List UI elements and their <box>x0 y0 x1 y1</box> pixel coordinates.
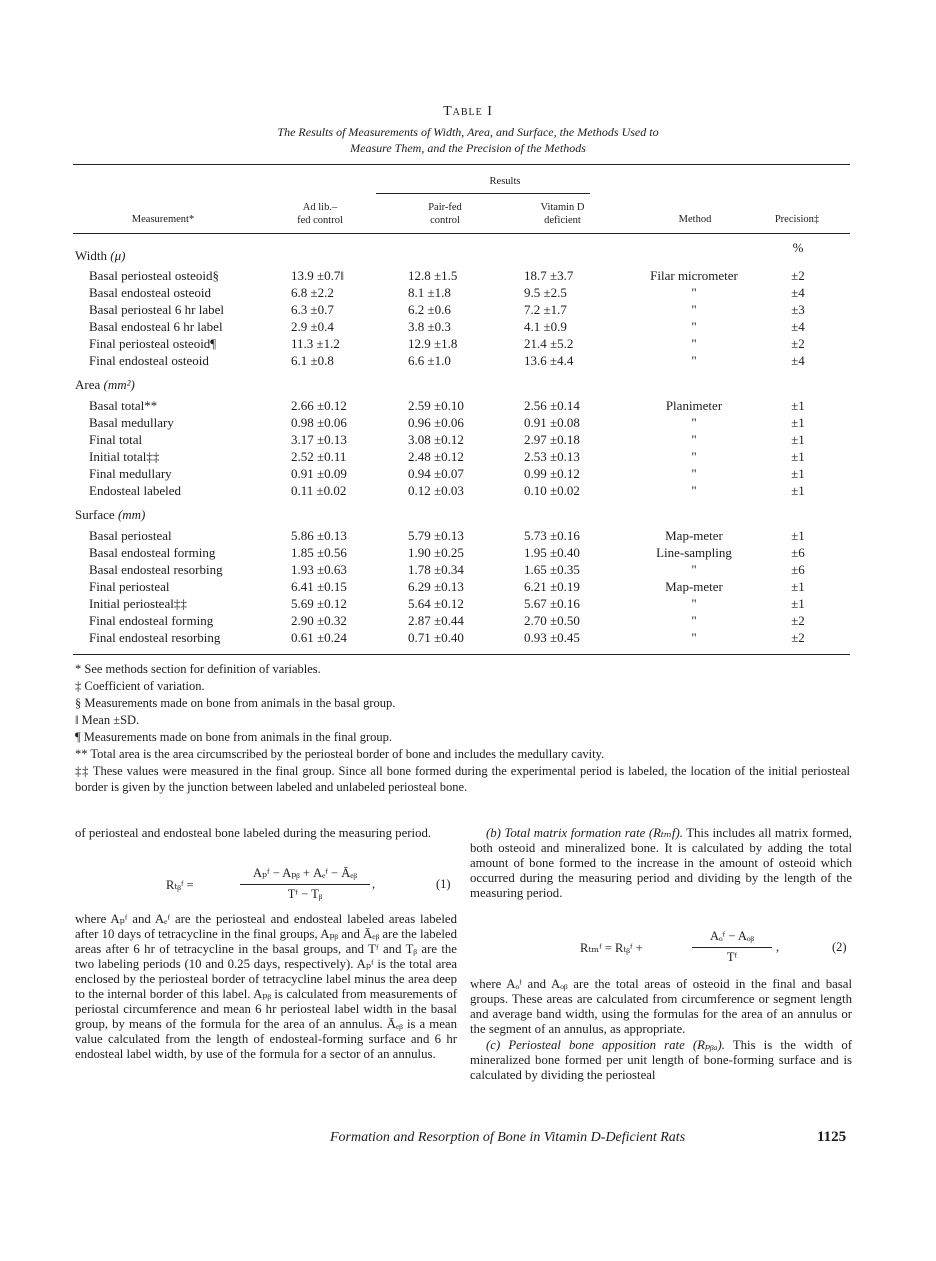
vitd-header-line: deficient <box>544 215 581 226</box>
measurement-cell: Final periosteal <box>89 579 170 594</box>
section-title: Area <box>75 377 101 392</box>
pairfed-cell: 2.87 ±0.44 <box>408 613 464 628</box>
vitd-cell: 1.95 ±0.40 <box>524 545 580 560</box>
method-cell: " <box>691 483 697 498</box>
footnote: ¶ Measurements made on bone from animals in the final group. <box>75 730 393 744</box>
vitd-cell: 0.10 ±0.02 <box>524 483 580 498</box>
precision-cell: ±2 <box>791 268 805 283</box>
pairfed-cell: 2.59 ±0.10 <box>408 398 464 413</box>
precision-cell: ±3 <box>791 302 805 317</box>
paragraph <box>470 826 852 901</box>
pairfed-cell: 0.71 ±0.40 <box>408 630 464 645</box>
page-number: 1125 <box>817 1129 847 1145</box>
measurement-cell: Final periosteal osteoid¶ <box>89 336 217 351</box>
measurement-cell: Endosteal labeled <box>89 483 182 498</box>
adlib-header-line: fed control <box>297 215 343 226</box>
paragraph-body: This includes all matrix formed, both osteoid and mineralized bone. It is calculated by adding the total amount of bone formed to the increase in the amount of osteoid which occurred during the measuring period and dividing by the length of the measuring period. <box>470 826 853 900</box>
measurement-cell: Initial total‡‡ <box>89 449 160 464</box>
footnote: § Measurements made on bone from animals in the basal group. <box>75 696 396 710</box>
table-top-rule <box>73 164 850 165</box>
precision-cell: ±1 <box>791 432 805 447</box>
pairfed-cell: 0.94 ±0.07 <box>408 466 464 481</box>
measurement-cell: Basal periosteal osteoid§ <box>89 268 219 283</box>
footnote: ‡‡ These values were measured in the final group. Since all bone formed during the experimental period is labeled, the location of the initial periosteal border is given by the junction between labeled and unlabeled periosteal bone. <box>75 764 850 794</box>
method-cell: " <box>691 449 697 464</box>
adlib-cell: 11.3 ±1.2 <box>291 336 340 351</box>
left-column-cont <box>75 912 457 1062</box>
equation-comma: , <box>776 940 780 954</box>
method-cell: " <box>691 596 697 611</box>
footnote: ‖ Mean ±SD. <box>75 713 140 727</box>
percent-label: % <box>792 240 804 255</box>
section-heading-area <box>75 377 135 393</box>
precision-cell: ±4 <box>791 285 805 300</box>
footnote: ‡ Coefficient of variation. <box>75 679 205 693</box>
measurement-cell: Basal periosteal <box>89 528 172 543</box>
vitd-cell: 2.70 ±0.50 <box>524 613 580 628</box>
vitd-cell: 7.2 ±1.7 <box>524 302 567 317</box>
table-caption-line: The Results of Measurements of Width, Area, and Surface, the Methods Used to <box>277 125 659 139</box>
equation-numerator: Aₚᶠ − Aₚᵦ + Aₑᶠ − Āₑᵦ <box>253 866 357 880</box>
precision-cell: ±1 <box>791 579 805 594</box>
method-cell: " <box>691 562 697 577</box>
precision-cell: ±1 <box>791 483 805 498</box>
pairfed-cell: 0.96 ±0.06 <box>408 415 464 430</box>
precision-cell: ±1 <box>791 398 805 413</box>
pairfed-cell: 5.79 ±0.13 <box>408 528 464 543</box>
vitd-cell: 13.6 ±4.4 <box>524 353 574 368</box>
equation-denominator: Tᶠ − Tᵦ <box>287 887 323 901</box>
vitd-cell: 0.93 ±0.45 <box>524 630 580 645</box>
precision-cell: ±2 <box>791 630 805 645</box>
paragraph <box>470 1038 852 1083</box>
pairfed-cell: 1.90 ±0.25 <box>408 545 464 560</box>
section-unit: (μ) <box>110 248 126 263</box>
running-head: Formation and Resorption of Bone in Vitamin D-Deficient Rats <box>330 1130 686 1145</box>
pairfed-cell: 6.2 ±0.6 <box>408 302 451 317</box>
adlib-cell: 2.90 ±0.32 <box>291 613 347 628</box>
section-unit: (mm²) <box>103 377 135 392</box>
adlib-cell: 0.61 ±0.24 <box>291 630 347 645</box>
footnote: * See methods section for definition of variables. <box>75 662 321 676</box>
adlib-header <box>275 201 365 227</box>
paragraph: where Aₒᶠ and Aₒᵦ are the total areas of osteoid in the final and basal groups. These areas are calculated from circumference or segment length and average band width, using the formulas for the area of an annulus or the segment of an annulus, as appropriate. <box>470 977 852 1036</box>
pairfed-cell: 12.8 ±1.5 <box>408 268 458 283</box>
section-heading-width <box>75 248 125 264</box>
method-cell: Filar micrometer <box>650 268 738 283</box>
method-cell: " <box>691 302 697 317</box>
method-cell: " <box>691 353 697 368</box>
pairfed-cell: 3.8 ±0.3 <box>408 319 451 334</box>
vitd-cell: 9.5 ±2.5 <box>524 285 567 300</box>
table-caption-line: Measure Them, and the Precision of the Methods <box>350 141 586 155</box>
section-title: Width <box>75 248 107 263</box>
paragraph: where Aₚᶠ and Aₑᶠ are the periosteal and endosteal labeled areas labeled after 10 days of tetracycline in the final groups, Aₚᵦ and Āₑᵦ are the labeled areas after 6 hr of tetracycline in the basal groups, and Tᶠ and Tᵦ are the two labeling periods (10 and 0.25 days, respectively). Aₚᶠ is the total area enclosed by the periosteal border of tetracycline label minus the area deep to the internal border of this label. Aₚᵦ is calculated from measurements of periostal circumference and mean 6 hr periosteal label width in the basal group, by means of the formula for the area of an annulus. Āₑᵦ is a mean value calculated from the length of endosteal-forming surface and 6 hr endosteal label width, by use of the formula for a sector of an annulus. <box>75 912 457 1061</box>
adlib-cell: 13.9 ±0.7‖ <box>291 268 345 283</box>
precision-cell: ±4 <box>791 353 805 368</box>
measurement-cell: Basal total** <box>89 398 158 413</box>
measurement-cell: Final endosteal resorbing <box>89 630 221 645</box>
method-cell: Map-meter <box>665 528 723 543</box>
adlib-cell: 0.11 ±0.02 <box>291 483 347 498</box>
vitd-cell: 18.7 ±3.7 <box>524 268 574 283</box>
measurement-cell: Basal periosteal 6 hr label <box>89 302 225 317</box>
adlib-cell: 6.8 ±2.2 <box>291 285 334 300</box>
method-cell: " <box>691 415 697 430</box>
equation-lhs: Rₜₘᶠ = Rₜᵦᶠ + <box>580 941 643 955</box>
adlib-cell: 6.3 ±0.7 <box>291 302 334 317</box>
precision-cell: ±1 <box>791 415 805 430</box>
measurement-cell: Basal endosteal forming <box>89 545 216 560</box>
precision-header: Precision‡ <box>774 214 820 225</box>
measurement-cell: Basal endosteal resorbing <box>89 562 223 577</box>
pairfed-cell: 6.6 ±1.0 <box>408 353 451 368</box>
vitd-header <box>515 201 610 227</box>
measurement-cell: Basal endosteal osteoid <box>89 285 212 300</box>
section-title: Surface <box>75 507 115 522</box>
equation-number: (1) <box>436 877 451 891</box>
paragraph: of periosteal and endosteal bone labeled during the measuring period. <box>75 826 432 840</box>
results-header: Results <box>489 176 521 187</box>
adlib-cell: 1.93 ±0.63 <box>291 562 347 577</box>
equation-numerator: Aₒᶠ − Aₒᵦ <box>709 929 754 943</box>
precision-cell: ±1 <box>791 466 805 481</box>
adlib-cell: 2.66 ±0.12 <box>291 398 347 413</box>
equation-comma: , <box>372 877 376 891</box>
results-rule <box>376 193 590 194</box>
table-bottom-rule <box>73 654 850 655</box>
precision-cell: ±1 <box>791 449 805 464</box>
adlib-cell: 3.17 ±0.13 <box>291 432 347 447</box>
pairfed-cell: 2.48 ±0.12 <box>408 449 464 464</box>
vitd-cell: 5.73 ±0.16 <box>524 528 580 543</box>
method-cell: " <box>691 285 697 300</box>
vitd-cell: 4.1 ±0.9 <box>524 319 567 334</box>
method-cell: " <box>691 336 697 351</box>
pairfed-cell: 8.1 ±1.8 <box>408 285 451 300</box>
vitd-cell: 2.53 ±0.13 <box>524 449 580 464</box>
measurement-cell: Basal medullary <box>89 415 174 430</box>
measurement-cell: Basal endosteal 6 hr label <box>89 319 223 334</box>
equation-lhs: Rₜᵦᶠ = <box>166 878 194 892</box>
vitd-cell: 1.65 ±0.35 <box>524 562 580 577</box>
footnote: ** Total area is the area circumscribed by the periosteal border of bone and includes the medullary cavity. <box>75 747 605 761</box>
measurement-cell: Final total <box>89 432 143 447</box>
pairfed-cell: 5.64 ±0.12 <box>408 596 464 611</box>
paragraph-heading: (c) Periosteal bone apposition rate (Rₚᵦₐ). <box>486 1038 725 1052</box>
vitd-cell: 2.97 ±0.18 <box>524 432 580 447</box>
section-unit: (mm) <box>117 507 146 522</box>
adlib-cell: 5.86 ±0.13 <box>291 528 347 543</box>
left-column <box>75 826 457 841</box>
vitd-cell: 6.21 ±0.19 <box>524 579 580 594</box>
table-caption <box>180 124 756 156</box>
adlib-cell: 2.9 ±0.4 <box>291 319 334 334</box>
equation-number: (2) <box>832 940 847 954</box>
pairfed-cell: 12.9 ±1.8 <box>408 336 458 351</box>
precision-cell: ±6 <box>791 545 805 560</box>
measurement-cell: Final medullary <box>89 466 172 481</box>
method-cell: " <box>691 466 697 481</box>
vitd-cell: 5.67 ±0.16 <box>524 596 580 611</box>
adlib-cell: 1.85 ±0.56 <box>291 545 347 560</box>
method-cell: " <box>691 432 697 447</box>
measurement-cell: Final endosteal forming <box>89 613 214 628</box>
fraction-bar <box>240 884 370 885</box>
paragraph-body: This is the width of mineralized bone formed per unit length of bone-forming surface and is calculated by dividing the periosteal <box>470 1038 852 1082</box>
pairfed-cell: 1.78 ±0.34 <box>408 562 464 577</box>
fraction-bar <box>692 947 772 948</box>
equation-denominator: Tᶠ <box>726 950 738 964</box>
method-cell: " <box>691 613 697 628</box>
adlib-cell: 2.52 ±0.11 <box>291 449 347 464</box>
table-label: Table I <box>443 104 493 119</box>
vitd-cell: 21.4 ±5.2 <box>524 336 574 351</box>
method-cell: " <box>691 319 697 334</box>
measurement-header: Measurement* <box>131 214 195 225</box>
table-header-rule <box>73 233 850 234</box>
adlib-cell: 0.98 ±0.06 <box>291 415 347 430</box>
pairfed-header-line: control <box>430 215 460 226</box>
pairfed-header <box>400 201 490 227</box>
method-cell: Planimeter <box>665 398 723 413</box>
precision-cell: ±6 <box>791 562 805 577</box>
method-header: Method <box>678 214 712 225</box>
adlib-cell: 0.91 ±0.09 <box>291 466 347 481</box>
vitd-cell: 0.99 ±0.12 <box>524 466 580 481</box>
section-heading-surface <box>75 507 145 523</box>
adlib-cell: 6.1 ±0.8 <box>291 353 334 368</box>
precision-cell: ±2 <box>791 613 805 628</box>
precision-cell: ±1 <box>791 528 805 543</box>
adlib-header-line: Ad lib.– <box>302 202 338 213</box>
method-cell: Map-meter <box>665 579 723 594</box>
pairfed-cell: 3.08 ±0.12 <box>408 432 464 447</box>
method-cell: Line-sampling <box>656 545 732 560</box>
method-cell: " <box>691 630 697 645</box>
vitd-header-line: Vitamin D <box>540 202 585 213</box>
right-column-cont <box>470 977 852 1083</box>
pairfed-header-line: Pair-fed <box>428 202 462 213</box>
measurement-cell: Final endosteal osteoid <box>89 353 209 368</box>
adlib-cell: 6.41 ±0.15 <box>291 579 347 594</box>
measurement-cell: Initial periosteal‡‡ <box>89 596 187 611</box>
pairfed-cell: 0.12 ±0.03 <box>408 483 464 498</box>
paragraph-heading: (b) Total matrix formation rate (Rₜₘf). <box>486 826 683 840</box>
precision-cell: ±2 <box>791 336 805 351</box>
adlib-cell: 5.69 ±0.12 <box>291 596 347 611</box>
vitd-cell: 2.56 ±0.14 <box>524 398 580 413</box>
precision-cell: ±4 <box>791 319 805 334</box>
pairfed-cell: 6.29 ±0.13 <box>408 579 464 594</box>
precision-cell: ±1 <box>791 596 805 611</box>
right-column <box>470 826 852 901</box>
vitd-cell: 0.91 ±0.08 <box>524 415 580 430</box>
